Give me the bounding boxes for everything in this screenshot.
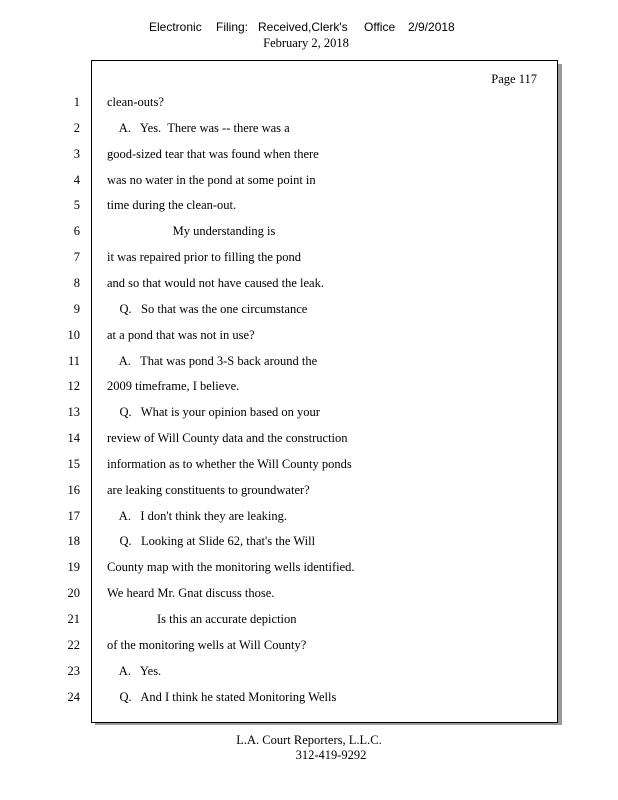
transcript-line [0,586,618,606]
transcript-line [0,405,618,425]
line-number: 19 [67,560,80,575]
line-number: 6 [73,224,80,239]
transcript-line [0,638,618,658]
line-text: Q. Looking at Slide 62, that's the Will [107,534,316,549]
line-number: 5 [73,198,80,213]
transcript-line [0,509,618,529]
transcript-line [0,379,618,399]
transcript-line [0,95,618,115]
transcript-line [0,198,618,218]
transcript-line [0,534,618,554]
line-text: Q. What is your opinion based on your [107,405,320,420]
transcript-line [0,250,618,270]
line-number: 3 [73,146,80,161]
transcript-line [0,302,618,322]
line-number: 21 [67,612,80,626]
header-date: 2/9/2018 [408,20,455,34]
transcript-line [0,147,618,167]
footer-phone-text: 312-419-9292 [295,748,367,762]
transcript-line [0,276,618,296]
line-number: 8 [73,275,80,290]
footer-company: L.A. Court Reporters, L.L.C. [236,733,382,747]
line-text: time during the clean-out. [107,198,237,213]
line-number: 20 [67,586,80,601]
line-text: A. I don't think they are leaking. [107,508,287,523]
line-number: 24 [67,689,80,704]
line-number: 11 [67,353,80,368]
footer-phone [0,748,618,763]
line-text: clean-outs? [107,95,164,109]
line-text: of the monitoring wells at Will County? [107,637,307,652]
line-text: A. That was pond 3-S back around the [107,353,318,368]
line-text: County map with the monitoring wells identified. [107,560,355,575]
line-text: Q. And I think he stated Monitoring Wells [107,689,337,704]
line-text: at a pond that was not in use? [107,327,255,342]
line-text: My understanding is [107,224,276,239]
transcript-date [0,36,618,51]
transcript-line [0,483,618,503]
line-number: 18 [67,534,80,549]
transcript-line [0,457,618,477]
line-number: 9 [73,301,80,316]
page-number: Page 117 [491,72,537,86]
line-text: A. Yes. [107,663,162,678]
line-number: 12 [67,379,80,394]
transcript-line [0,224,618,244]
header-office: Office [364,20,396,34]
transcript-line [0,121,618,141]
line-text: information as to whether the Will County ponds [107,456,352,471]
line-text: A. Yes. There was -- there was a [107,120,290,135]
line-number: 4 [73,172,80,187]
line-number: 14 [67,431,80,446]
line-text: good-sized tear that was found when there [107,146,319,161]
line-text: Is this an accurate depiction [107,612,297,626]
line-text: 2009 timeframe, I believe. [107,379,240,394]
line-text: are leaking constituents to groundwater? [107,482,310,497]
line-number: 15 [67,456,80,471]
transcript-line [0,690,618,710]
line-text: it was repaired prior to filling the pond [107,250,302,265]
line-number: 13 [67,405,80,420]
transcript-line [0,560,618,580]
line-text: was no water in the pond at some point in [107,172,316,187]
transcript-line [0,431,618,451]
transcript-line [0,354,618,374]
line-number: 2 [73,120,80,135]
line-number: 16 [67,482,80,497]
line-number: 1 [73,95,80,109]
header-filing: Filing: [216,20,249,34]
transcript-line [0,328,618,348]
header-electronic: Electronic [149,20,202,34]
line-number: 23 [67,663,80,678]
line-text: and so that would not have caused the leak. [107,275,324,290]
line-text: Q. So that was the one circumstance [107,301,308,316]
transcript-date-text: February 2, 2018 [263,36,349,50]
transcript-line [0,612,618,632]
line-number: 10 [67,327,80,342]
line-number: 17 [67,508,80,523]
line-number: 7 [73,250,80,265]
header-received-clerks: Received,Clerk's [258,20,348,34]
line-text: We heard Mr. Gnat discuss those. [107,586,275,601]
transcript-line [0,173,618,193]
line-number: 22 [67,637,80,652]
transcript-line [0,664,618,684]
line-text: review of Will County data and the construction [107,431,348,446]
